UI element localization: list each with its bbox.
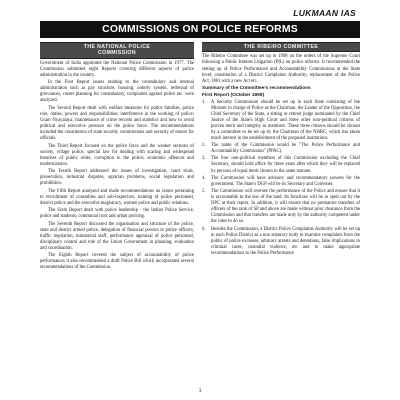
summary-heading: Summary of the Committee's recommendations <box>202 86 311 92</box>
list-item-number: 3. <box>202 156 206 162</box>
report-heading: First Report (October 1998) <box>202 92 265 98</box>
list-item-text: A Security Commission should be set up in each State consisting of the Minister in charge of Police as the Chairman, the Leader of the Opposition, the Chief Secretary of the State, a sitting or retired judge nominated by the Chief Justice of the State's High Court and three other non-political citizens of proven merit and integrity as members. These three citizens should be chosen by a committee to be set up by the Chairman of the NHRC, which has taken much interest in the establishment of the proposed institutions. <box>211 99 360 141</box>
paragraph: The Fourth Report addressed the issues of investigation, court trials, prosecution, industrial disputes, agrarian problems, social legislation and prohibition. <box>40 169 194 187</box>
paragraph: The Second Report dealt with welfare measures for police families, police role, duties, powers and responsibilities; interference in the working of police; Gram Nyayalaya; maintenance of crime records and statistics and how to avoid political and executive pressure on the police force. The recommendations included the constitution of state security commissions and security of tenure for officials. <box>40 105 194 142</box>
list-item-text: The Commission will oversee the performance of the Police and ensure that it is accountable to the law of the land. Its functions will be as spelt out by the NPC at their report. In addition, it will ensure that no premature transfers of officers of the rank of SP and above are made without prior clearance from the Commission and that transfers are made only by the authority competent under the rules to do so. <box>211 189 360 225</box>
list-item-text: The name of the Commission would be "The Police Performance and Accountability Commission" (PPAC). <box>211 143 360 155</box>
left-column <box>40 42 194 388</box>
list-item-number: 1. <box>202 99 206 105</box>
paragraph: The Fifth Report analysed and made recommendations on issues pertaining to recruitment of constables and sub-inspectors, training of police personnel, district police and the executive magistracy, women police and public relations. <box>40 188 194 206</box>
section-heading-line: COMMISSION <box>97 50 136 57</box>
list-item <box>202 100 360 142</box>
brand-logo: LUKMAAN IAS <box>293 8 356 18</box>
list-item-number: 6. <box>202 226 206 232</box>
page-number: 3 <box>198 388 202 394</box>
section-heading-national-police-commission <box>40 42 194 59</box>
list-item <box>202 143 360 155</box>
paragraph: Government of India appointed the National Police Commission in 1977. The Commission submitted eight Reports covering different aspects of police administration in the country. <box>40 60 194 78</box>
list-item <box>202 156 360 174</box>
list-item <box>202 227 360 257</box>
list-item-number: 4. <box>202 175 206 181</box>
recommendation-list <box>202 100 360 257</box>
list-item <box>202 176 360 188</box>
section-heading-ribeiro-committee: THE RIBEIRO COMMITTEE <box>202 42 360 52</box>
paragraph: The Ribeiro Committee was set up in 1998 on the orders of the Supreme Court following a Public Interest Litigation (PIL) on police reforms. It recommended the setting up of Police Performance and Accountability Commissions at the State level; constitution of a District Complaints Authority; replacement of the Police Act, 1861 with a new Act etc. <box>202 54 360 84</box>
list-item-number: 5. <box>202 189 206 195</box>
list-item-text: The four non-political members of this Commission excluding the Chief Secretary, should hold office for three years after which they will be replaced by persons of equal merit chosen in the same manner. <box>211 156 360 174</box>
list-item-text: Besides the Commission, a District Police Complaints Authority will be set up in each Police District as a non statutory body to examine complaints from the public of police excesses, arbitrary arrests and detentions, false implications in criminal cases, custodial violence, etc and to make appropriate recommendations to the Police Performance <box>211 226 360 256</box>
list-item-text: The Commission will have advisory and recommendatory powers for the government. The State's DGP will be its Secretary and Convener. <box>211 175 360 187</box>
page-title: COMMISSIONS ON POLICE REFORMS <box>40 21 360 38</box>
section-heading-line: THE NATIONAL POLICE <box>83 44 151 50</box>
paragraph: In the First Report issues relating to the constabulary and internal administration such as pay structure, housing, orderly system, redressal of grievances, career planning for constabulary, complaints against police etc. were analyzed. <box>40 80 194 104</box>
paragraph: The Eighth Report covered the subject of accountability of police performance; it also recommended a draft Police Bill which incorporated several recommendations of the Commission. <box>40 253 194 271</box>
list-item <box>202 189 360 225</box>
list-item-number: 2. <box>202 143 206 149</box>
paragraph: The Sixth Report dealt with police leadership - the Indian Police Service, police and students, communal riots and urban policing. <box>40 208 194 220</box>
paragraph: The Seventh Report discussed the organisation and structure of the police, state and district armed police, delegation of financial powers to police officers, traffic regulation, ministerial staff, performance appraisal of police personnel, disciplinary control and role of the Union Government in planning, evaluation and coordination. <box>40 221 194 251</box>
paragraph: The Third Report focused on the police force and the weaker sections of society, village police, special law for dealing with scaring and widespread breaches of public order, corruption in the police, economic offences and modernisation. <box>40 143 194 167</box>
right-column <box>202 42 360 388</box>
